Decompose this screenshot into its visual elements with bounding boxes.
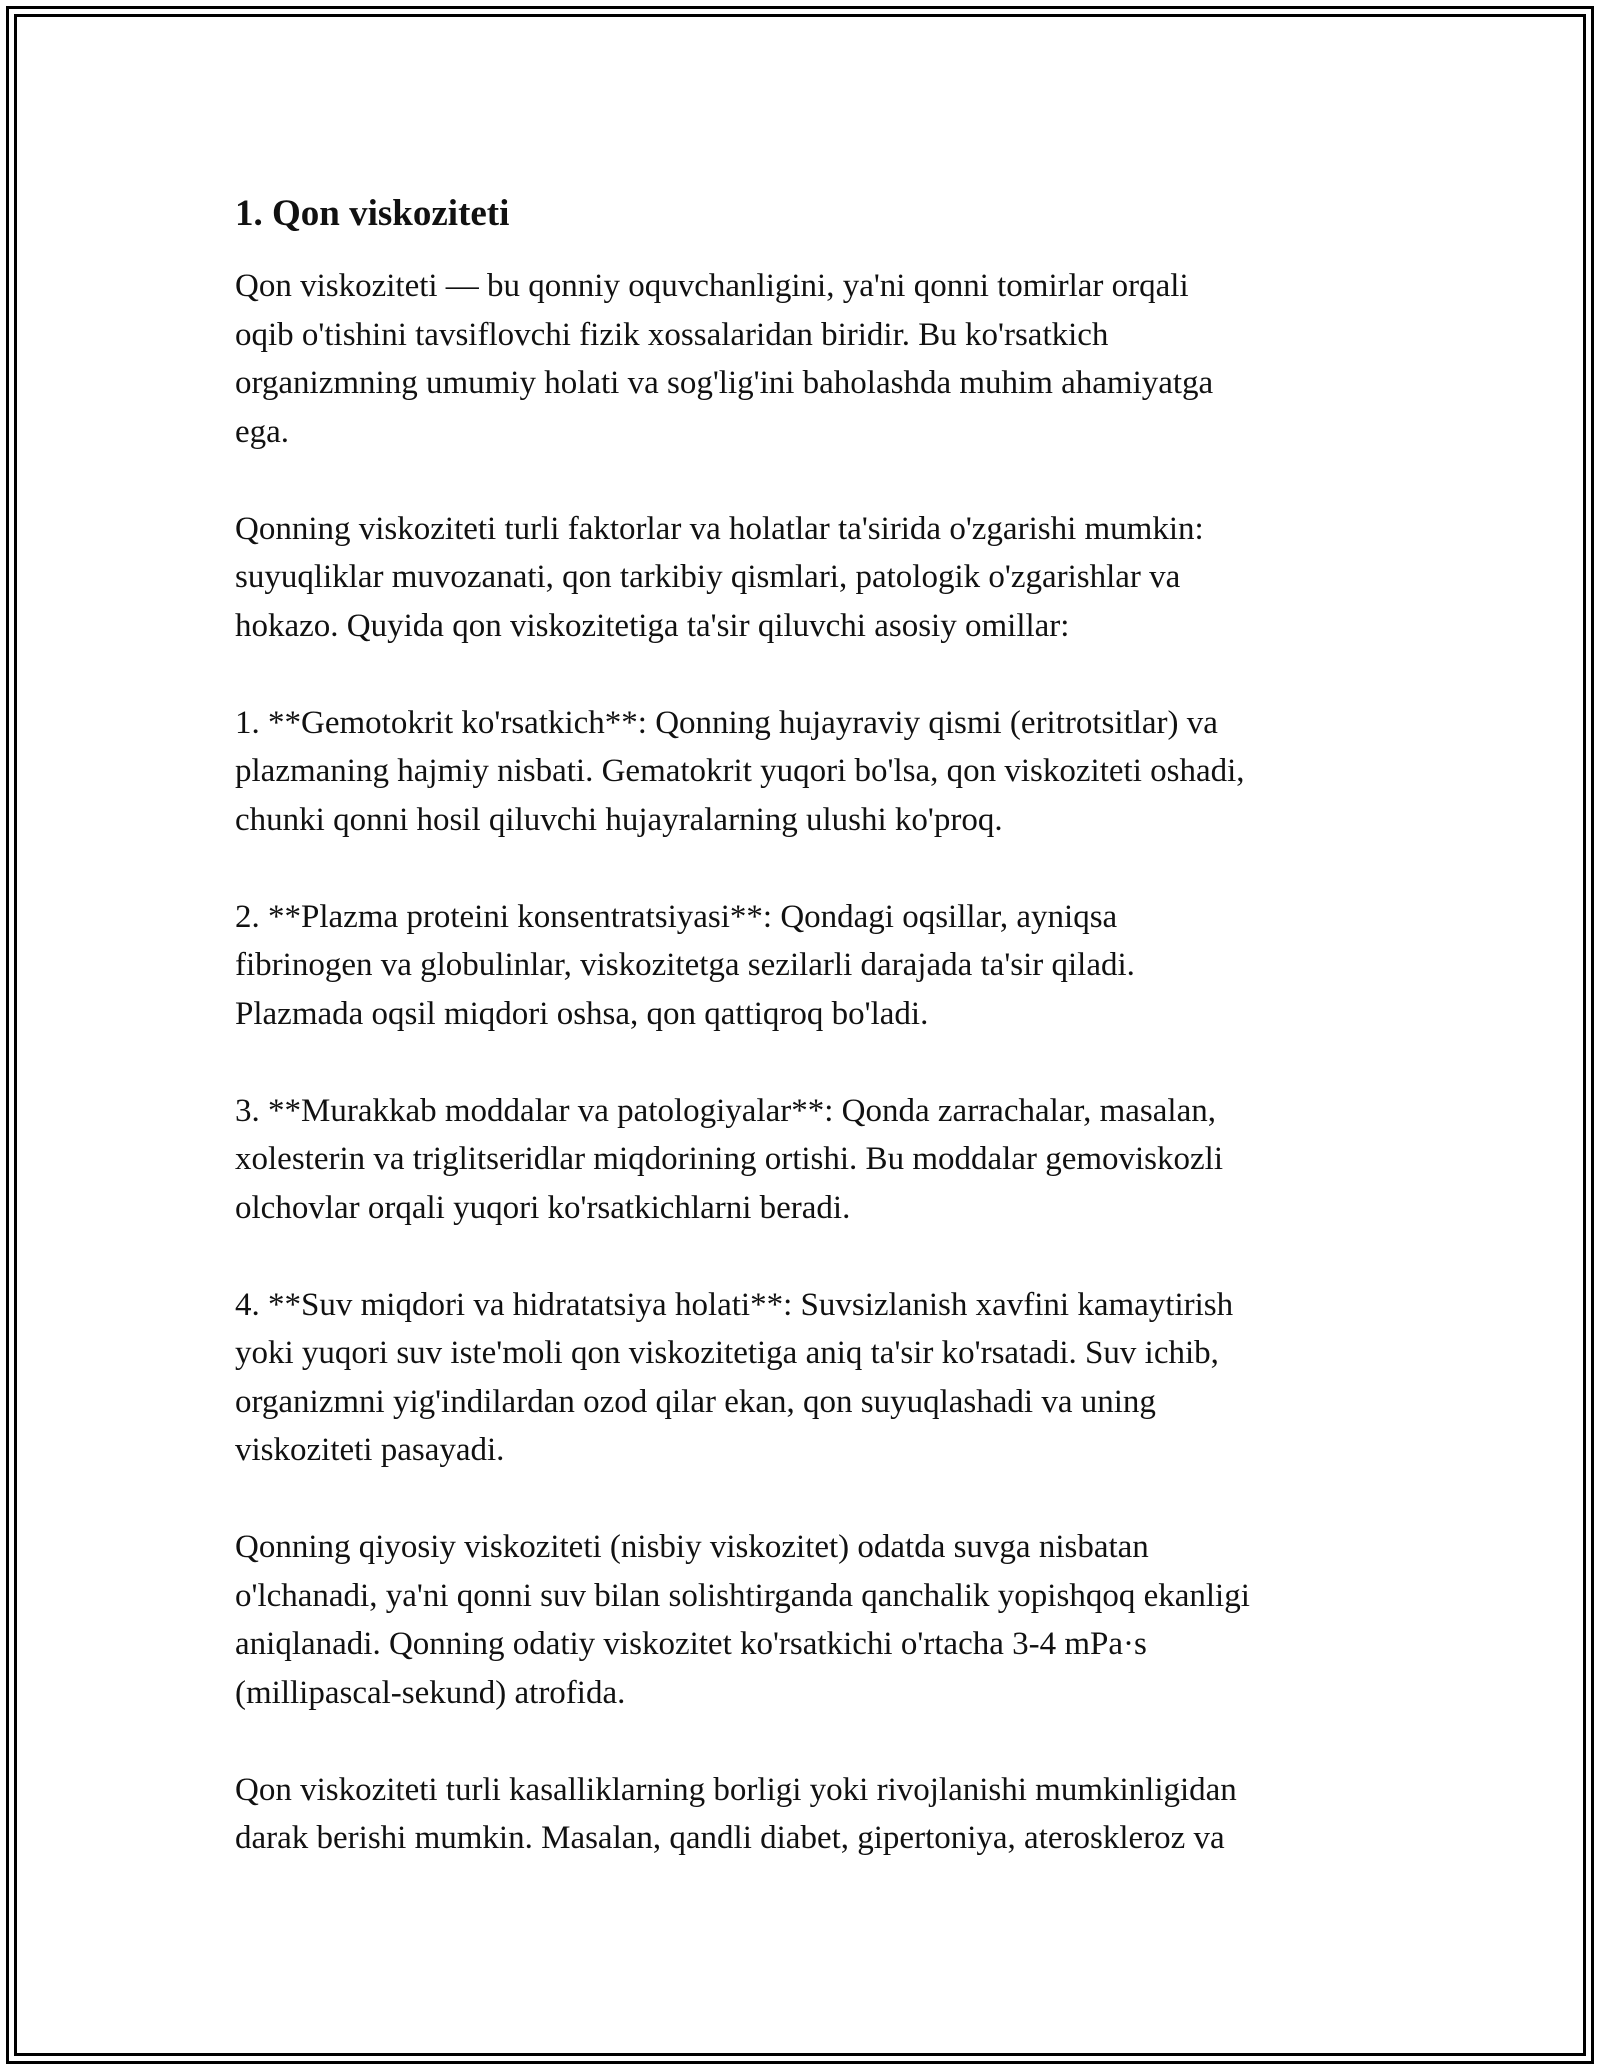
list-item-complex-substances: 3. **Murakkab moddalar va patologiyalar**: Qonda zarrachalar, masalan, xolesterin va triglitseridlar miqdorining ortishi. Bu moddalar gemoviskozli olchovlar orqali yuqori ko'rsatkichlarni beradi. [235,1092,1224,1226]
paragraph-intro: Qon viskoziteti — bu qonniy oquvchanligini, ya'ni qonni tomirlar orqali oqib o'tishini tavsiflovchi fizik xossalaridan biridir. Bu ko'rsatkich organizmning umumiy holati va sog'lig'ini baholashda muhim ahamiyatga ega. [235,268,1214,450]
paragraph-relative-viscosity: Qonning qiyosiy viskoziteti (nisbiy viskozitet) odatda suvga nisbatan o'lchanadi, ya'ni qonni suv bilan solishtirganda qanchalik yopishqoq ekanligi aniqlanadi. Qonning odatiy viskozitet ko'rsatkichi o'rtacha 3-4 mPa·s (millipascal-sekund) atrofida. [235,1529,1250,1711]
paragraph-factors-intro: Qonning viskoziteti turli faktorlar va holatlar ta'sirida o'zgarishi mumkin: suyuqliklar muvozanati, qon tarkibiy qismlari, patologik o'zgarishlar va hokazo. Quyida qon viskozitetiga ta'sir qiluvchi asosiy omillar: [235,510,1204,644]
list-item-plasma-protein: 2. **Plazma proteini konsentratsiyasi**: Qondagi oqsillar, ayniqsa fibrinogen va globulinlar, viskozitetga sezilarli darajada ta'sir qiladi. Plazmada oqsil miqdori oshsa, qon qattiqroq bo'ladi. [235,898,1135,1032]
list-item-hematocrit: 1. **Gemotokrit ko'rsatkich**: Qonning hujayraviy qismi (eritrotsitlar) va plazmaning hajmiy nisbati. Gematokrit yuqori bo'lsa, qon viskoziteti oshadi, chunki qonni hosil qiluvchi hujayralarning ulushi ko'proq. [235,704,1245,838]
list-item-hydration: 4. **Suv miqdori va hidratatsiya holati**: Suvsizlanish xavfini kamaytirish yoki yuqori suv iste'moli qon viskozitetiga aniq ta'sir ko'rsatadi. Suv ichib, organizmni yig'indilardan ozod qilar ekan, qon suyuqlashadi va uning viskoziteti pasayadi. [235,1286,1234,1468]
document-body [235,190,1370,1911]
paragraph-diseases: Qon viskoziteti turli kasalliklarning borligi yoki rivojlanishi mumkinligidan darak berishi mumkin. Masalan, qandli diabet, gipertoniya, ateroskleroz va [235,1771,1237,1856]
section-heading: 1. Qon viskoziteti [235,193,510,234]
